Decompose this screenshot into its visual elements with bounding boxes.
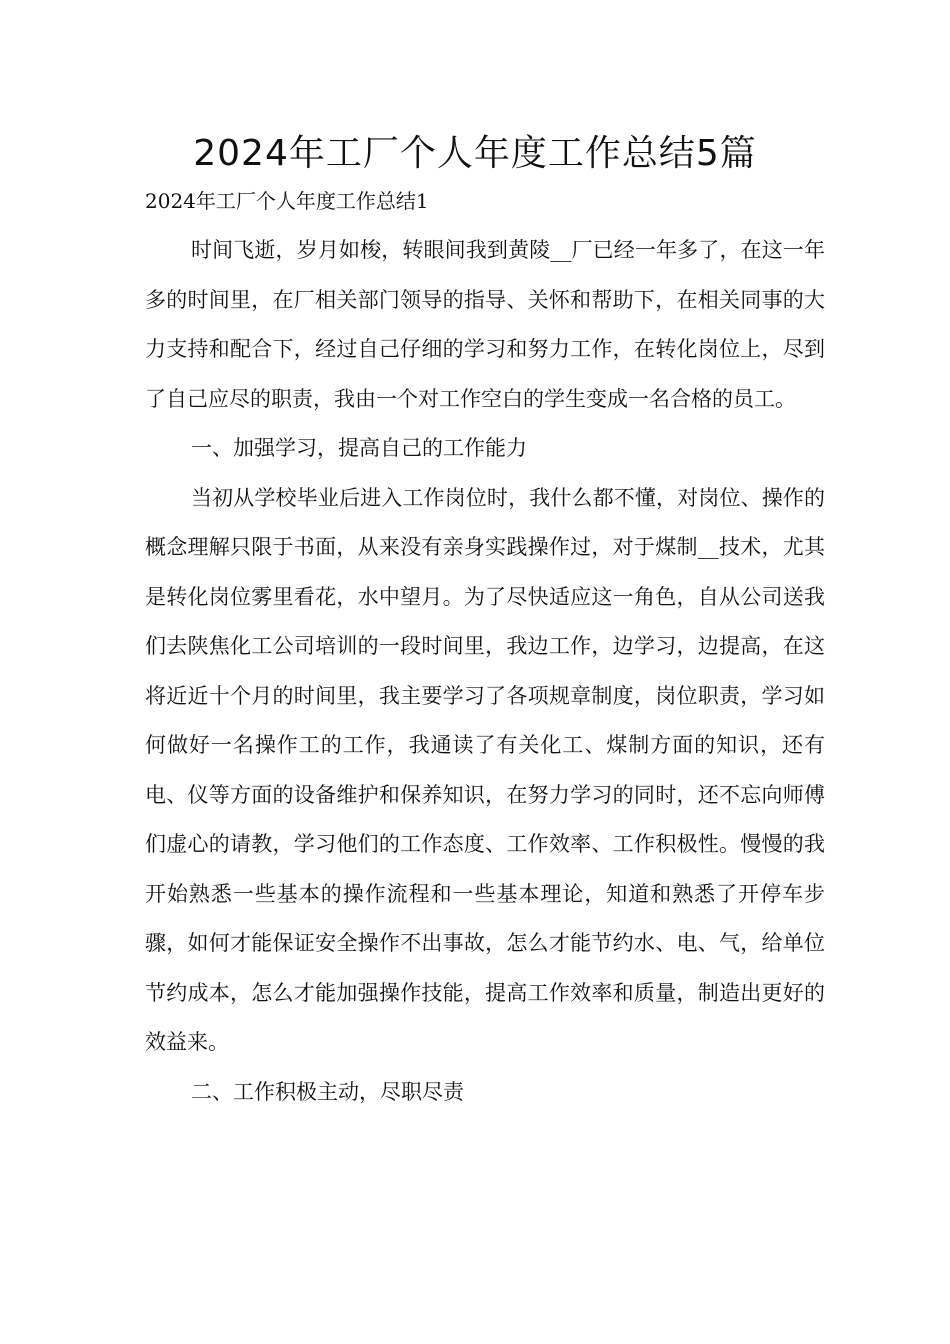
section-heading-2: 二、工作积极主动，尽职尽责 — [191, 1079, 464, 1104]
document-body — [145, 226, 825, 1117]
document-title: 2024年工厂个人年度工作总结5篇 — [193, 133, 757, 174]
section-heading-1: 一、加强学习，提高自己的工作能力 — [191, 436, 527, 460]
document-subtitle: 2024年工厂个人年度工作总结1 — [145, 189, 429, 213]
paragraph-section-1: 当初从学校毕业后进入工作岗位时，我什么都不懂，对岗位、操作的概念理解只限于书面，从来没有亲身实践操作过，对于煤制__技术，尤其是转化岗位雾里看花，水中望月。为了尽快适应这一角色，自从公司送我们去陕焦化工公司培训的一段时间里，我边工作，边学习，边提高，在这将近近十个月的时间里，我主要学习了各项规章制度，岗位职责，学习如何做好一名操作工的工作，我通读了有关化工、煤制方面的知识，还有电、仪等方面的设备维护和保养知识，在努力学习的同时，还不忘向师傅们虚心的请教，学习他们的工作态度、工作效率、工作积极性。慢慢的我开始熟悉一些基本的操作流程和一些基本理论，知道和熟悉了开停车步骤，如何才能保证安全操作不出事故，怎么才能节约水、电、气，给单位节约成本，怎么才能加强操作技能，提高工作效率和质量，制造出更好的效益来。 — [145, 485, 825, 1054]
paragraph-intro: 时间飞逝，岁月如梭，转眼间我到黄陵__厂已经一年多了，在这一年多的时间里，在厂相关部门领导的指导、关怀和帮助下，在相关同事的大力支持和配合下，经过自己仔细的学习和努力工作，在转化岗位上，尽到了自己应尽的职责，我由一个对工作空白的学生变成一名合格的员工。 — [145, 238, 825, 411]
